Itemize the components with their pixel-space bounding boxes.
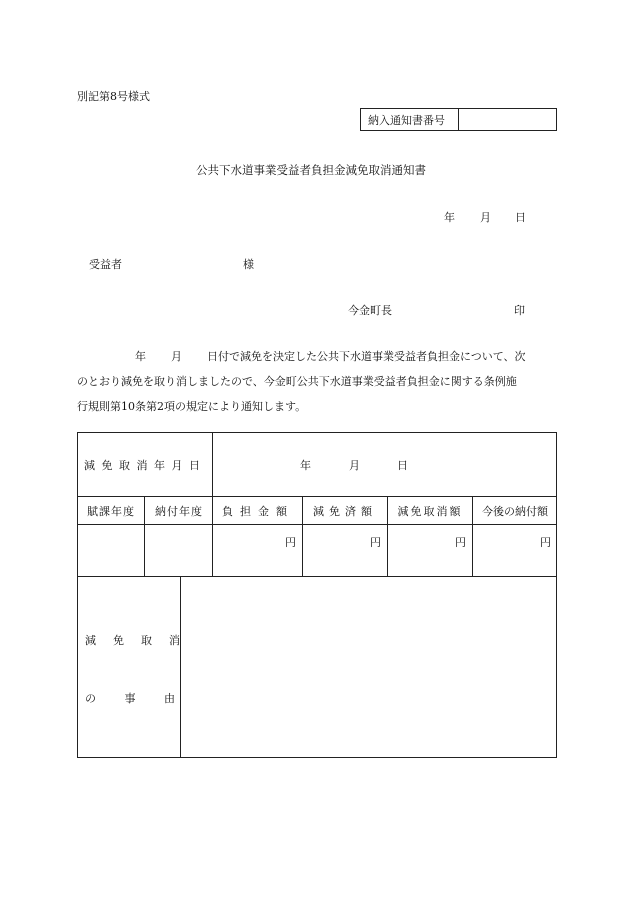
notice-number-field[interactable] xyxy=(462,112,552,128)
body-line-3: 行規則第10条第2項の規定により通知します。 xyxy=(77,400,307,413)
payment-year-cell[interactable] xyxy=(146,526,211,574)
header-exempted-amount: 減免済額 xyxy=(313,505,377,518)
reason-label-line-2 xyxy=(85,690,175,706)
reason-label-line-1: 減免取消 xyxy=(85,634,197,647)
form-number: 別記第8号様式 xyxy=(77,90,150,103)
date-day: 日 xyxy=(515,211,526,224)
recipient-honorific: 様 xyxy=(243,258,254,271)
cancel-date-month: 月 xyxy=(349,459,360,472)
exempted-amount-yen: 円 xyxy=(370,536,381,549)
date-month: 月 xyxy=(480,211,491,224)
recipient-label: 受益者 xyxy=(89,258,122,271)
body-month: 月 xyxy=(171,350,182,363)
issuer-name: 今金町長 xyxy=(348,304,392,317)
header-cancelled-amount: 減免取消額 xyxy=(397,505,463,518)
reason-yu: 由 xyxy=(164,692,175,705)
body-line-2: のとおり減免を取り消しましたので、今金町公共下水道事業受益者負担金に関する条例施 xyxy=(77,375,517,388)
header-future-payment: 今後の納付額 xyxy=(482,505,548,518)
seal-mark: 印 xyxy=(514,304,525,317)
body-line-1: 日付で減免を決定した公共下水道事業受益者負担金について、次 xyxy=(207,350,526,363)
header-assessment-year: 賦課年度 xyxy=(87,505,135,518)
reason-no: の xyxy=(85,692,96,705)
reason-text-area[interactable] xyxy=(183,580,553,754)
cancel-date-year: 年 xyxy=(300,459,311,472)
notice-number-label: 納入通知書番号 xyxy=(368,114,445,127)
header-payment-year: 納付年度 xyxy=(155,505,203,518)
future-payment-yen: 円 xyxy=(540,536,551,549)
reason-ji: 事 xyxy=(124,692,136,705)
assessment-year-cell[interactable] xyxy=(78,526,143,574)
body-year: 年 xyxy=(135,350,146,363)
cancel-date-day: 日 xyxy=(397,459,408,472)
cancelled-amount-yen: 円 xyxy=(455,536,466,549)
cancel-date-label: 減免取消年月日 xyxy=(84,459,207,472)
charge-amount-yen: 円 xyxy=(285,536,296,549)
document-title: 公共下水道事業受益者負担金減免取消通知書 xyxy=(196,163,426,177)
date-year: 年 xyxy=(444,211,455,224)
header-charge-amount: 負担金額 xyxy=(222,505,294,518)
